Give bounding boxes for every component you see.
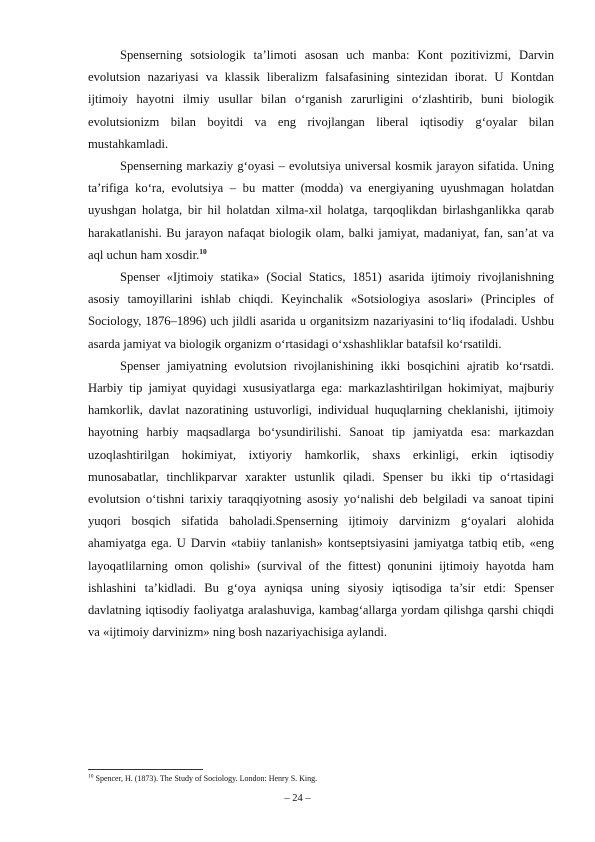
footnote-number: 10 [88,773,94,780]
footnote-text: Spencer, H. (1873). The Study of Sociology. London: Henry S. King. [95,774,318,783]
page-number: – 24 – [284,793,311,804]
footnote-divider [88,769,203,770]
paragraph-1: Spenserning sotsiologik ta’limoti asosan uch manba: Kont pozitivizmi, Darvin evolutsion nazariyasi va klassik liberalizm falsafasining sintezidan iborat. U Kontdan ijtimoiy hayotni ilmiy usullar bilan o‘rganish zarurligini o‘zlashtirib, buni biologik evolutsionizm bilan boyitdi va eng rivojlangan liberal iqtisodiy g‘oyalar bilan mustahkamladi. [88,48,554,151]
paragraph-4: Spenser jamiyatning evolutsion rivojlanishining ikki bosqichini ajratib ko‘rsatdi. Harbiy tip jamiyat quyidagi xususiyatlarga ega: markazlashtirilgan hokimiyat, majburiy hamkorlik, davlat nazoratining ustuvorligi, individual huquqlarning cheklanishi, ijtimoiy hayotning harbiy maqsadlarga bo‘ysundirilishi. Sanoat tip jamiyatda esa: markazdan uzoqlashtirilgan hokimiyat, ixtiyoriy hamkorlik, shaxs erkinligi, erkin iqtisodiy munosabatlar, tinchlikparvar xarakter ustunlik qiladi. Spenser bu ikki tip o‘rtasidagi evolutsion o‘tishni tarixiy taraqqiyotning asosiy yo‘nalishi deb belgiladi va sanoat tipini yuqori bosqich sifatida baholadi.Spenserning ijtimoiy darvinizm g‘oyalari alohida ahamiyatga ega. U Darvin «tabiiy tanlanish» kontseptsiyasini jamiyatga tatbiq etib, «eng layoqatlilarning omon qolishi» (survival of the fittest) qonunini ijtimoiy hayotda ham ishlashini ta’kidladi. Bu g‘oya ayniqsa uning siyosiy iqtisodiga ta’sir etdi: Spenser davlatning iqtisodiy faoliyatga aralashuviga, kambag‘allarga yordam qilishga qarshi chiqdi va «ijtimoiy darvinizm» ning bosh nazariyachisiga aylandi. [88,358,554,640]
paragraph-2-text: Spenserning markaziy g‘oyasi – evolutsiya universal kosmik jarayon sifatida. Uning ta’rifiga ko‘ra, evolutsiya – bu matter (modda) va energiyaning uyushmagan holatdan uyushgan holatga, bir hil holatdan xilma-xil holatga, tarqoqlikdan birlashganlikka qarab harakatlanishi. Bu jarayon nafaqat biologik olam, balki jamiyat, madaniyat, fan, san’at va aql uchun ham xosdir. [88,159,554,262]
paragraph-2 [88,155,554,266]
footnote-reference[interactable]: 10 [199,246,207,256]
footnote [88,774,554,784]
paragraph-3: Spenser «Ijtimoiy statika» (Social Statics, 1851) asarida ijtimoiy rivojlanishning asosiy tamoyillarini ishlab chiqdi. Keyinchalik «Sotsiologiya asoslari» (Principles of Sociology, 1876–1896) uch jildli asarida u organitsizm nazariyasini to‘liq ifodaladi. Ushbu asarda jamiyat va biologik organizm o‘rtasidagi o‘xshashliklar batafsil ko‘rsatildi. [88,270,554,351]
body-text [88,44,554,643]
